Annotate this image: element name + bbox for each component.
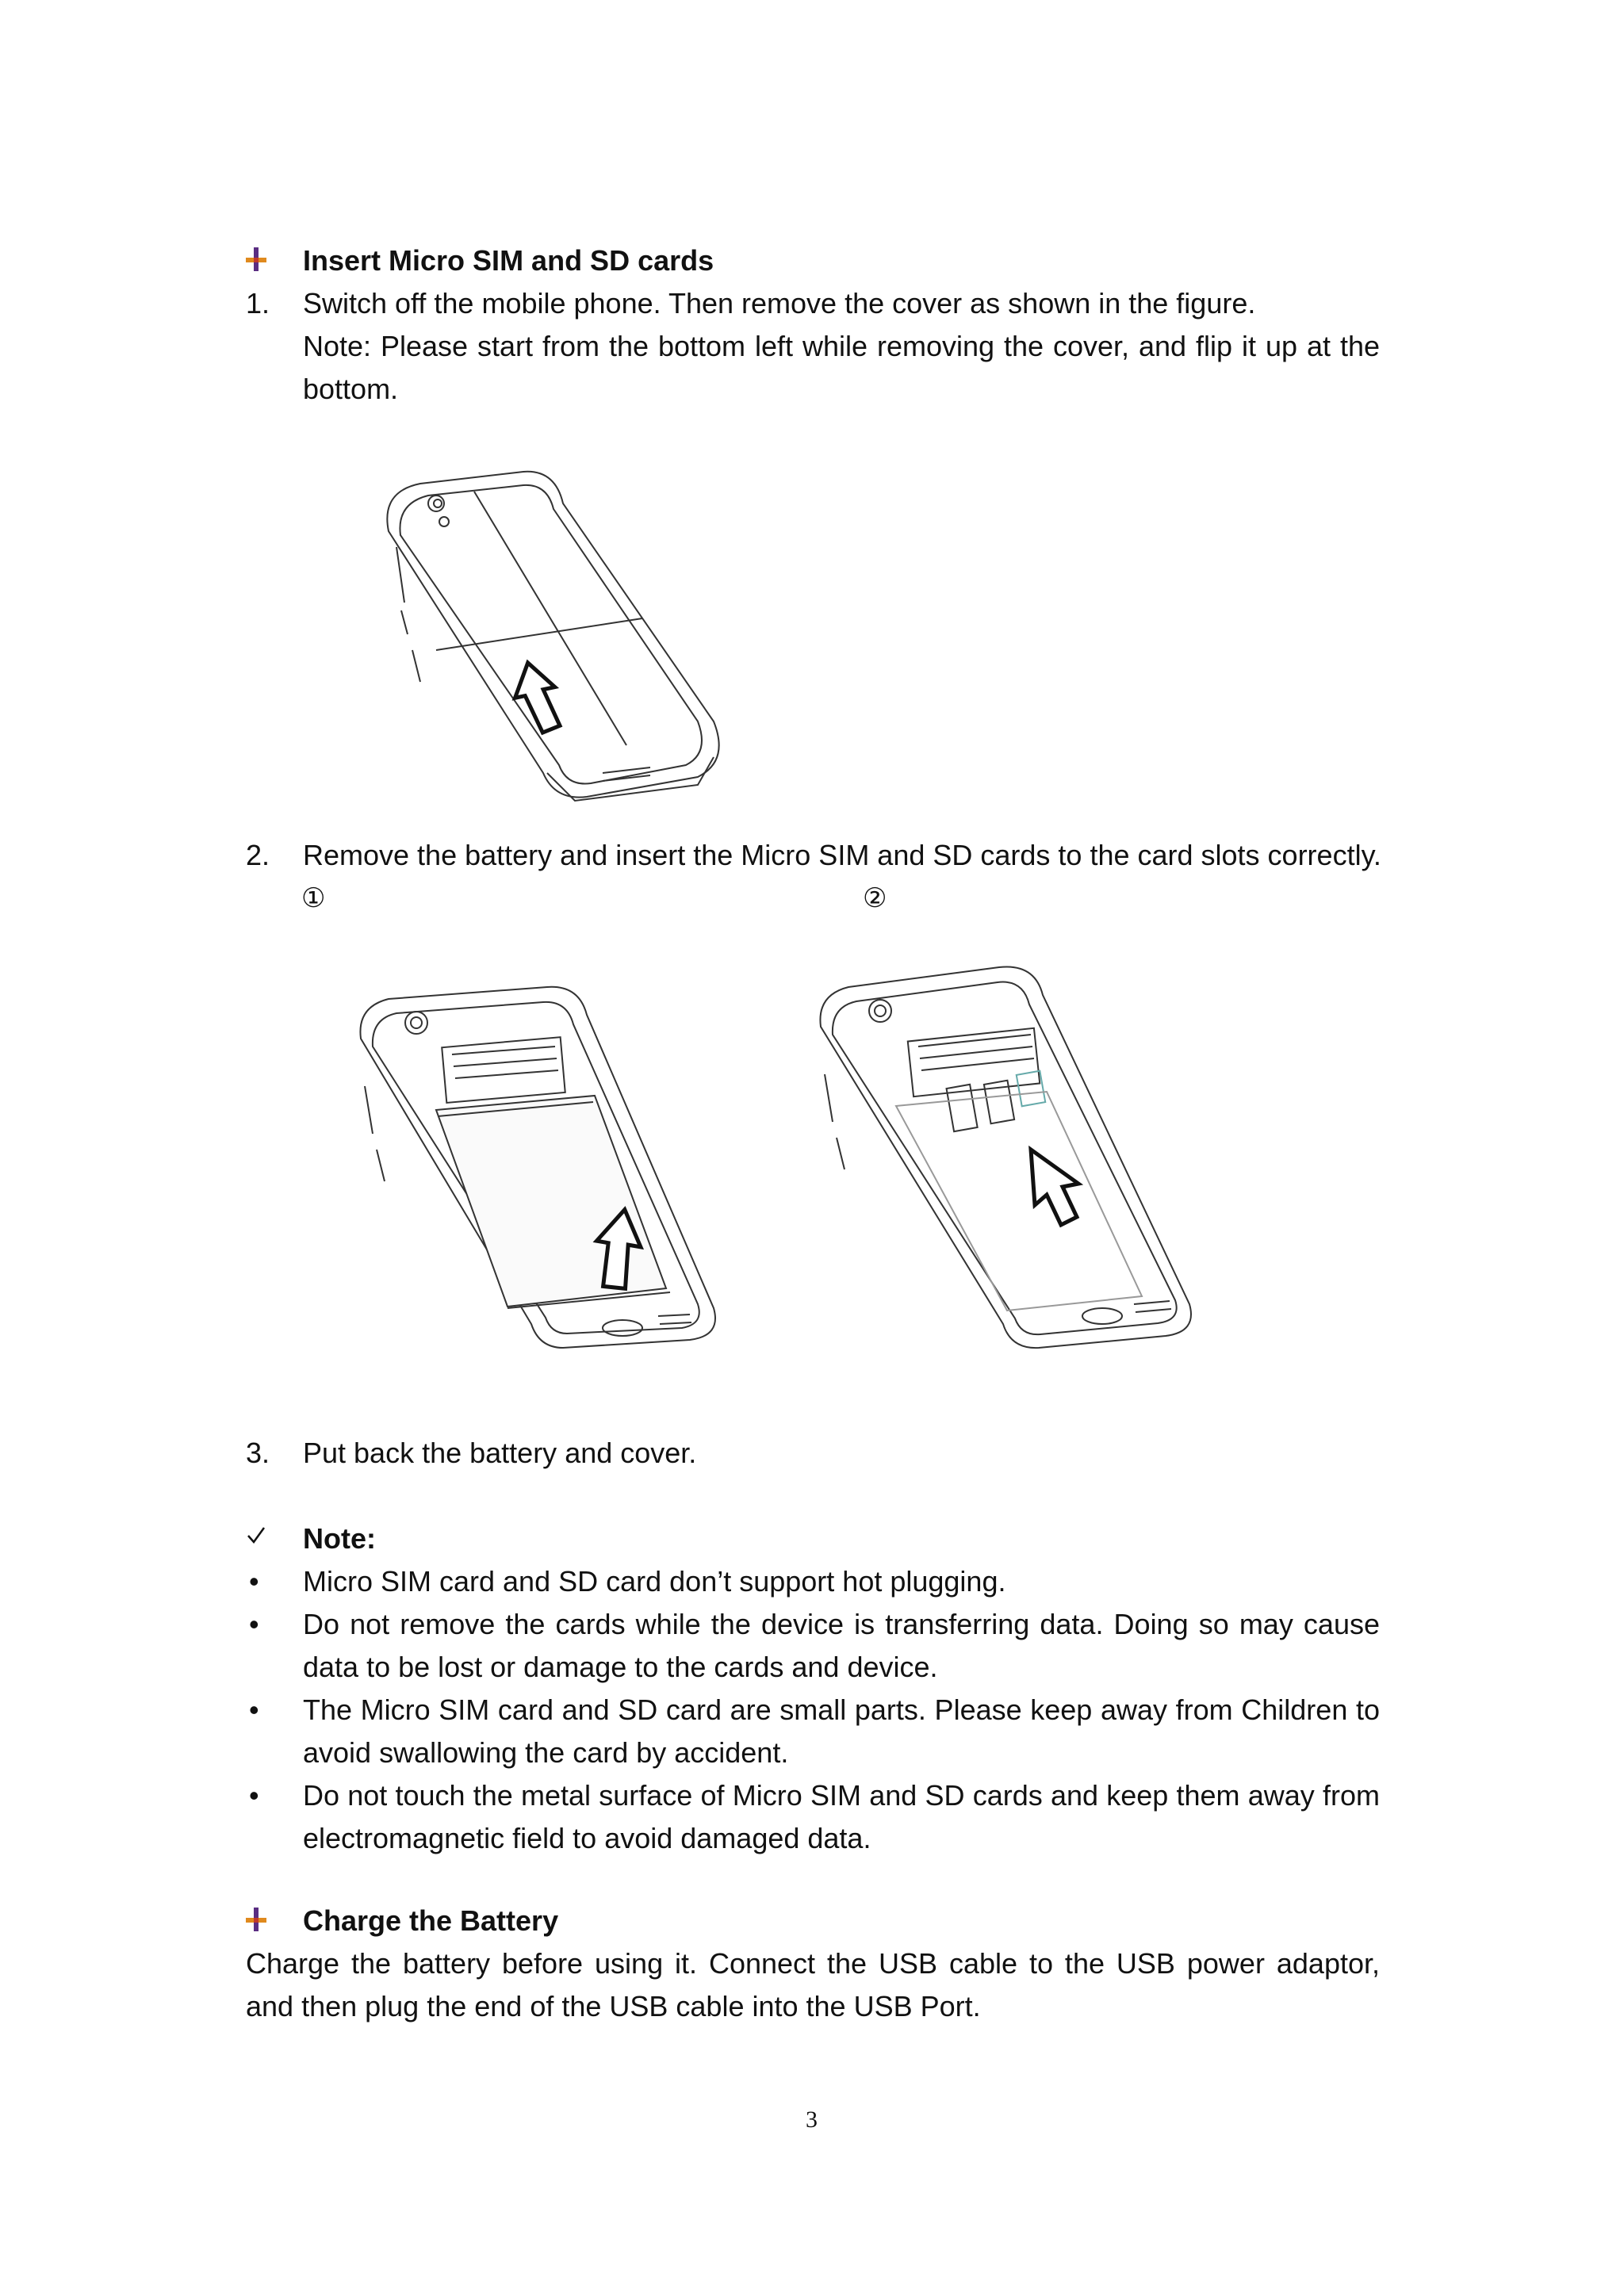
step-text: Switch off the mobile phone. Then remove the cover as shown in the figure. (303, 287, 1256, 320)
checkmark-icon (246, 1525, 266, 1546)
figure-remove-battery (349, 975, 730, 1356)
step-text: Put back the battery and cover. (303, 1437, 697, 1469)
step-note: Note: Please start from the bottom left while removing the cover, and flip it up at the bottom. (303, 330, 1380, 405)
section-heading-insert-cards: Insert Micro SIM and SD cards (303, 244, 714, 277)
step-text: Remove the battery and insert the Micro SIM and SD cards to the card slots correctly. (303, 839, 1381, 871)
bullet-marker: • (249, 1693, 259, 1726)
figure-label-2: ② (863, 882, 887, 914)
charge-body-text: Charge the battery before using it. Connect the USB cable to the USB power adaptor, and then plug the end of the USB cable into the USB Port. (246, 1947, 1380, 2022)
step-number: 1. (246, 287, 270, 320)
step-number: 2. (246, 839, 270, 871)
note-item: Do not remove the cards while the device is transferring data. Doing so may cause data to be lost or damage to the cards and device. (303, 1608, 1380, 1683)
figure-insert-cards (809, 955, 1205, 1352)
bullet-marker: • (249, 1565, 259, 1598)
note-item: Micro SIM card and SD card don’t support hot plugging. (303, 1565, 1006, 1598)
plus-bullet-icon (244, 246, 268, 273)
step-number: 3. (246, 1437, 270, 1469)
notes-title: Note: (303, 1522, 376, 1555)
page-number: 3 (806, 2107, 818, 2133)
plus-bullet-icon (244, 1906, 268, 1933)
bullet-marker: • (249, 1779, 259, 1812)
figure-label-1: ① (301, 882, 326, 914)
note-item: Do not touch the metal surface of Micro SIM and SD cards and keep them away from electromagnetic field to avoid damaged data. (303, 1779, 1380, 1854)
note-item: The Micro SIM card and SD card are small parts. Please keep away from Children to avoid swallowing the card by accident. (303, 1693, 1380, 1769)
figure-remove-cover (365, 460, 745, 809)
section-heading-charge-battery: Charge the Battery (303, 1904, 559, 1937)
bullet-marker: • (249, 1608, 259, 1640)
